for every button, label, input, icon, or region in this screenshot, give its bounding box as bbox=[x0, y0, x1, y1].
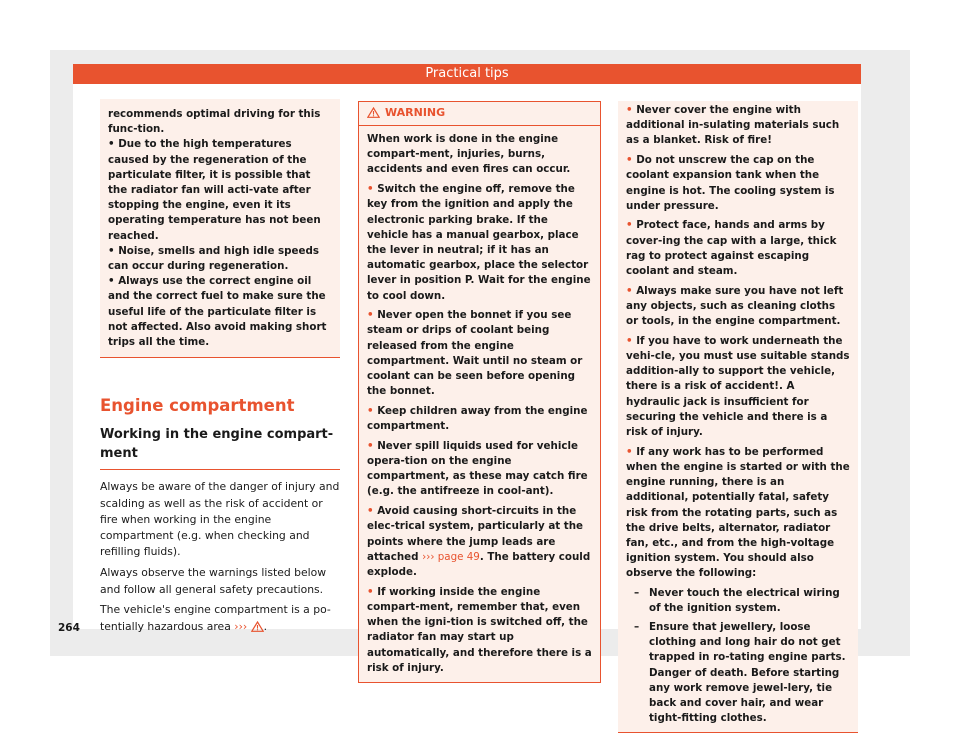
bullet-icon: • bbox=[367, 183, 374, 196]
paragraph: The vehicle's engine compartment is a po-tentially hazardous area ››› . bbox=[100, 602, 340, 637]
page-reference-link[interactable]: ››› page 49 bbox=[422, 550, 480, 563]
paragraph: Always observe the warnings listed below and follow all general safety precautions. bbox=[100, 566, 327, 596]
right-bullet: • Do not unscrew the cap on the coolant expansion tank when the engine is hot. The cooling system is under pressure. bbox=[626, 154, 835, 212]
bullet-icon: • bbox=[626, 334, 633, 347]
section-title: Engine compartment bbox=[100, 396, 295, 416]
bullet-icon: • bbox=[626, 284, 633, 297]
info-box bbox=[100, 99, 340, 358]
sub-item: – Ensure that jewellery, loose clothing and long hair do not get trapped in ro-tating engine parts. Danger of death. Before starting any work remove jewel-lery, tie back and cover hair, and wear tight-fitting clothes. bbox=[626, 620, 850, 726]
sub-item: – Never touch the electrical wiring of the ignition system. bbox=[626, 586, 850, 616]
bullet-icon: • bbox=[367, 585, 374, 598]
warning-body bbox=[359, 126, 600, 682]
warning-header bbox=[359, 102, 600, 126]
right-warning-continuation bbox=[618, 101, 858, 733]
info-intro: recommends optimal driving for this func-tion. bbox=[108, 108, 321, 136]
bullet-icon: • bbox=[367, 439, 374, 452]
bullet-icon: • bbox=[367, 505, 374, 518]
warning-bullet: • Switch the engine off, remove the key from the ignition and apply the electronic parking brake. If the vehicle has a manual gearbox, place the lever in neutral; if it has an automatic gearbox, place the selector lever in position P. Wait for the engine to cool down. bbox=[367, 183, 591, 302]
subsection-title: Working in the engine compart-ment bbox=[100, 425, 340, 470]
warning-bullet: • If working inside the engine compart-ment, remember that, even when the igni-tion is switched off, the radiator fan may start up automatically, and therefore there is a risk of injury. bbox=[367, 585, 592, 674]
bullet-icon: • bbox=[108, 275, 115, 288]
left-column bbox=[100, 99, 340, 641]
right-bullet: • Always make sure you have not left any objects, such as cleaning cloths or tools, in the engine compartment. bbox=[626, 284, 844, 328]
page-number: 264 bbox=[58, 622, 80, 634]
warning-box bbox=[358, 101, 601, 683]
dash-icon: – bbox=[634, 621, 640, 633]
bullet-icon: • bbox=[626, 219, 633, 232]
info-bullet: • Due to the high temperatures caused by the regeneration of the particulate filter, it is possible that the radiator fan will acti-vate after stopping the engine, even it its operating temperature has not been reached. bbox=[108, 138, 321, 242]
header-title: Practical tips bbox=[425, 66, 509, 81]
warning-bullet: • Avoid causing short-circuits in the elec-trical system, particularly at the points where the jump leads are attached ››› page 49. The battery could explode. bbox=[367, 505, 591, 578]
paragraph: Always be aware of the danger of injury and scalding as well as the risk of accident or fire when working in the engine compartment (e.g. when checking and refilling fluids). bbox=[100, 480, 340, 559]
info-bullet: • Noise, smells and high idle speeds can occur during regeneration. bbox=[108, 244, 319, 273]
bullet-icon: • bbox=[626, 104, 633, 116]
warning-intro: When work is done in the engine compart-ment, injuries, burns, accidents and even fires can occur. bbox=[367, 133, 571, 176]
warning-bullet: • Keep children away from the engine compartment. bbox=[367, 404, 588, 433]
page-content bbox=[73, 84, 861, 725]
warning-bullet: • Never spill liquids used for vehicle opera-tion on the engine compartment, as these may catch fire (e.g. the antifreeze in cool-ant). bbox=[367, 439, 588, 498]
right-bullet: • Protect face, hands and arms by cover-ing the cap with a large, thick rag to protect against escaping coolant and steam. bbox=[626, 219, 837, 278]
right-bullet: • Never cover the engine with additional in-sulating materials such as a blanket. Risk of fire! bbox=[626, 104, 840, 147]
bullet-icon: • bbox=[108, 138, 115, 151]
warning-bullet: • Never open the bonnet if you see steam or drips of coolant being released from the engine compartment. Wait until no steam or coolant can be seen before opening the bonnet. bbox=[367, 309, 583, 398]
bullet-icon: • bbox=[367, 404, 374, 417]
warning-triangle-icon bbox=[367, 106, 385, 119]
warning-title: WARNING bbox=[385, 106, 446, 119]
info-bullet: • Always use the correct engine oil and the correct fuel to make sure the useful life of the particulate filter is not affected. Also avoid making short trips all the time. bbox=[108, 275, 327, 349]
bullet-icon: • bbox=[626, 445, 633, 458]
body-text bbox=[100, 479, 340, 637]
right-bullet: • If any work has to be performed when the engine is started or with the engine running, there is an additional, potentially fatal, safety risk from the rotating parts, such as the drive belts, alternator, radiator fan, etc., and from the high-voltage ignition system. You should also observe the following: bbox=[626, 445, 850, 580]
bullet-icon: • bbox=[108, 244, 115, 257]
warning-triangle-icon bbox=[251, 621, 264, 637]
bullet-icon: • bbox=[367, 309, 374, 322]
bullet-icon: • bbox=[626, 154, 633, 167]
right-bullet: • If you have to work underneath the vehi-cle, you must use suitable stands addition-ally to support the vehicle, there is a risk of accident!. A hydraulic jack is insufficient for securing the vehicle and there is a risk of injury. bbox=[626, 334, 850, 439]
reference-arrows[interactable]: ››› bbox=[234, 619, 248, 633]
dash-icon: – bbox=[634, 586, 640, 599]
page-header bbox=[73, 64, 861, 84]
